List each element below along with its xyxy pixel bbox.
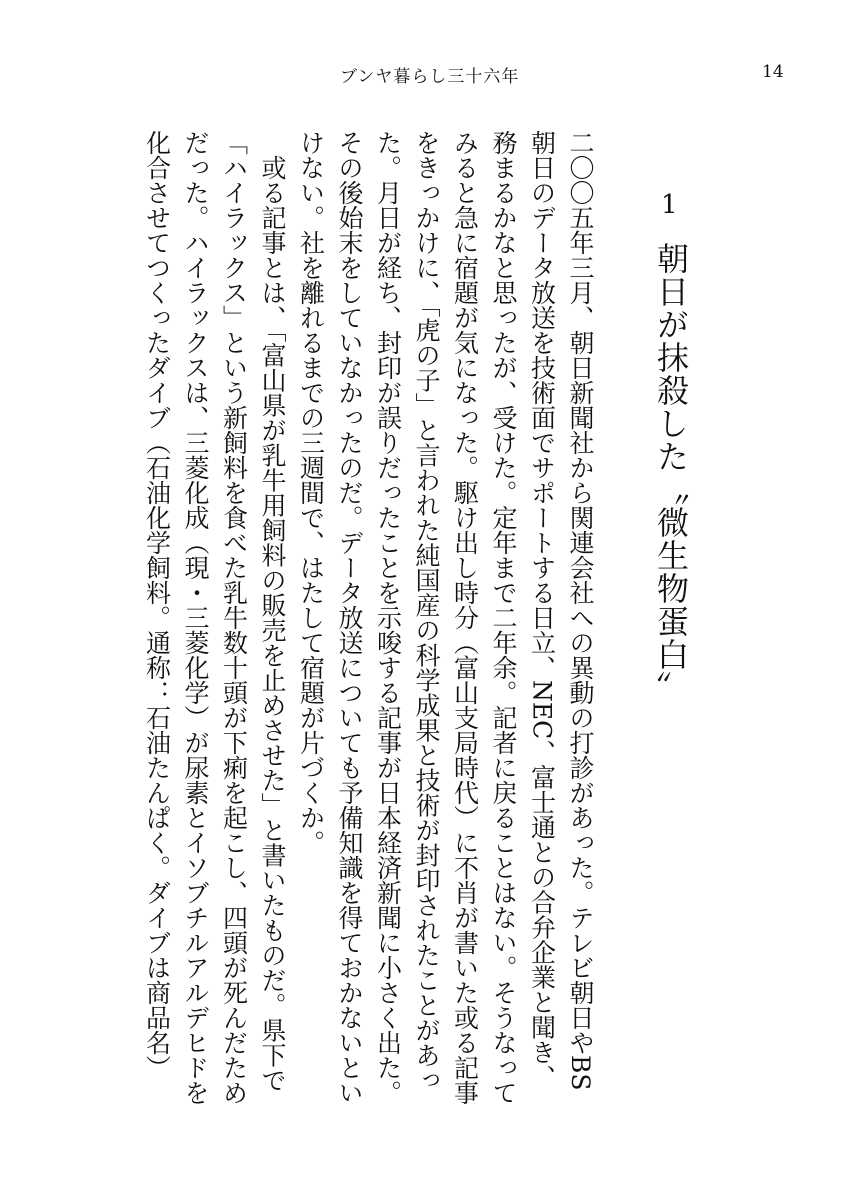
running-header — [0, 62, 841, 96]
page-number: 14 — [762, 62, 784, 82]
body-text — [137, 130, 599, 1110]
chapter-title: 朝日が抹殺した〝微生物蛋白〟 — [652, 242, 690, 704]
chapter-number: 1 — [661, 190, 678, 220]
running-title: ブンヤ暮らし三十六年 — [340, 67, 520, 87]
chapter-heading — [645, 182, 705, 1062]
paragraph-1: 二〇〇五年三月、朝日新聞社から関連会社への異動の打診があった。テレビ朝日やBS朝日のデータ放送を技術面でサポートする日立、NEC、富士通との合弁企業と聞き、務まるかなと思ったが、受けた。定年まで二年余。記者に戻ることはない。そうなってみると急に宿題が気になった。駆け出し時分（富山支局時代）に不肖が書いた或る記事をきっかけに、「虎の子」と言われた純国産の科学成果と技術が封印されたことがあった。月日が経ち、封印が誤りだったことを示唆する記事が日本経済新聞に小さく出た。その後始末をしていなかったのだ。データ放送についても予備知識を得ておかないといけない。社を離れるまでの三週間で、はたして宿題が片づくか。 — [296, 130, 595, 1105]
paragraph-2: 或る記事とは、「富山県が乳牛用飼料の販売を止めさせた」と書いたものだ。県下で「ハイラックス」という新飼料を食べた乳牛数十頭が下痢を起こし、四頭が死んだためだった。ハイラックスは、三菱化成（現・三菱化学）が尿素とイソブチルアルデヒドを化合させてつくったダイブ（石油化学飼料。通称：石油たんぱく。ダイブは商品名） — [142, 130, 287, 1105]
